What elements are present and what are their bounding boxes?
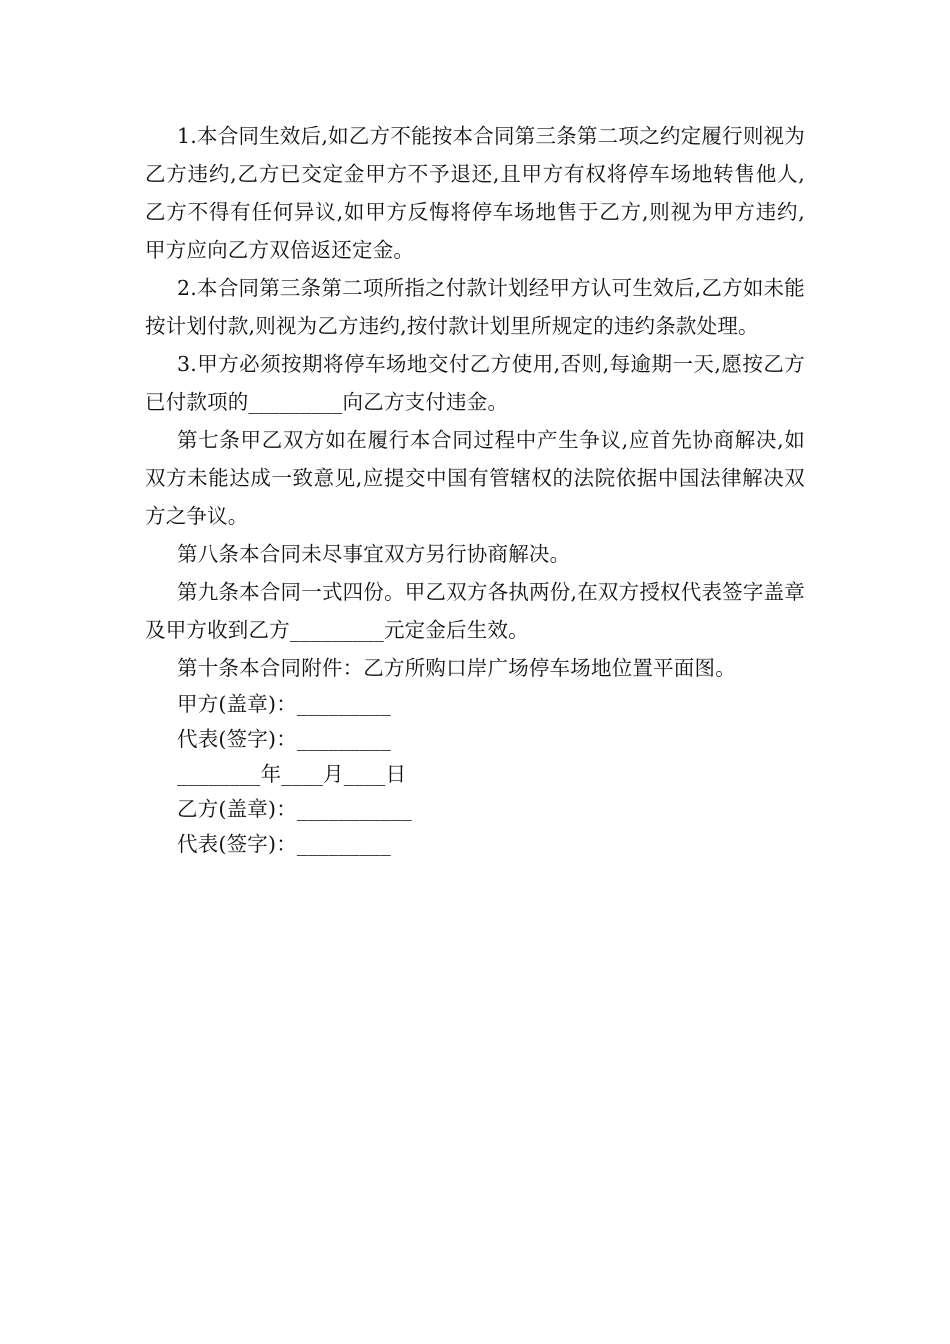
party-b-seal-line: 乙方(盖章)：___________ (177, 797, 412, 821)
party-b-representative-line: 代表(签字)：_________ (177, 832, 391, 856)
clause-late-delivery: 3.甲方必须按期将停车场地交付乙方使用,否则,每逾期一天,愿按乙方已付款项的_________向乙方支付违金。 (145, 352, 805, 414)
contract-body (145, 117, 805, 862)
party-a-representative-line: 代表(签字)：_________ (177, 727, 391, 751)
article-seven-disputes: 第七条甲乙双方如在履行本合同过程中产生争议,应首先协商解决,如双方未能达成一致意见,应提交中国有管辖权的法院依据中国法律解决双方之争议。 (145, 428, 805, 528)
article-ten-attachment: 第十条本合同附件：乙方所购口岸广场停车场地位置平面图。 (177, 656, 736, 680)
clause-breach-deposit: 1.本合同生效后,如乙方不能按本合同第三条第二项之约定履行则视为乙方违约,乙方已交定金甲方不予退还,且甲方有权将停车场地转售他人,乙方不得有任何异议,如甲方反悔将停车场地售于乙方,则视为甲方违约,甲方应向乙方双倍返还定金。 (145, 124, 805, 262)
party-a-seal-line: 甲方(盖章)：_________ (177, 692, 391, 716)
article-nine-copies: 第九条本合同一式四份。甲乙双方各执两份,在双方授权代表签字盖章及甲方收到乙方_________元定金后生效。 (145, 580, 805, 642)
article-eight-matters: 第八条本合同未尽事宜双方另行协商解决。 (177, 542, 571, 566)
signature-block (145, 687, 805, 862)
clause-payment-plan: 2.本合同第三条第二项所指之付款计划经甲方认可生效后,乙方如未能按计划付款,则视为乙方违约,按付款计划里所规定的违约条款处理。 (145, 276, 805, 338)
date-line: ________年____月____日 (177, 762, 407, 786)
